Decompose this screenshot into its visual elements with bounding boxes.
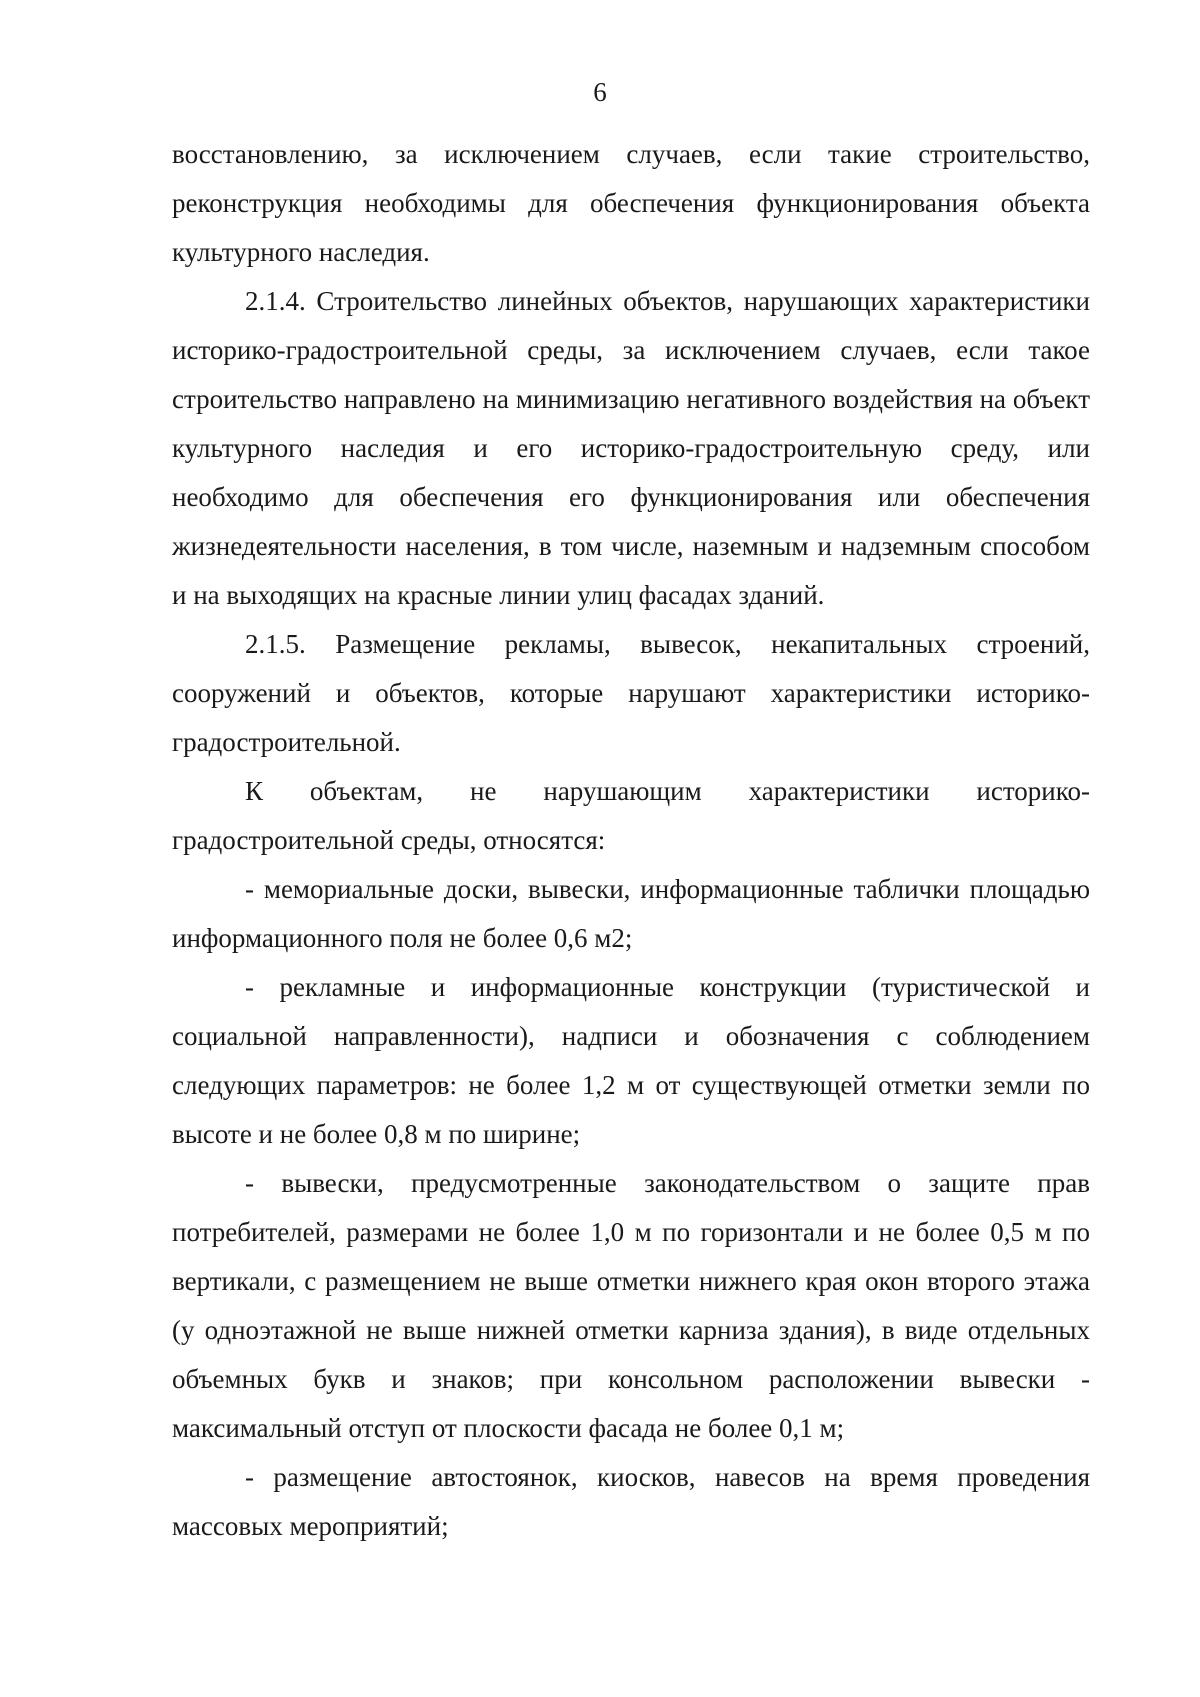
paragraph-2-1-4: 2.1.4. Строительство линейных объектов, нарушающих характеристики историко-градостроительной среды, за исключением случаев, если такое строительство направлено на минимизацию негативного воздействия на объект культурного наследия и его историко-градостроительную среду, или необходимо для обеспечения его функционирования или обеспечения жизнедеятельности населения, в том числе, наземным и надземным способом и на выходящих на красные линии улиц фасадах зданий. (172, 286, 1090, 610)
paragraph-objects-intro: К объектам, не нарушающим характеристики историко-градостроительной среды, относятся: (172, 776, 1090, 855)
list-item-advertising-structures: - рекламные и информационные конструкции (туристической и социальной направленности), надписи и обозначения с соблюдением следующих параметров: не более 1,2 м от существующей отметки земли по высоте и не более 0,8 м по ширине; (172, 972, 1090, 1149)
list-item-parking-kiosks: - размещение автостоянок, киосков, навесов на время проведения массовых мероприятий; (172, 1462, 1090, 1541)
paragraph-2-1-5: 2.1.5. Размещение рекламы, вывесок, некапитальных строений, сооружений и объектов, которые нарушают характеристики историко-градостроительной. (172, 629, 1090, 757)
page-number: 6 (593, 77, 607, 107)
list-item-signboards: - вывески, предусмотренные законодательством о защите прав потребителей, размерами не более 1,0 м по горизонтали и не более 0,5 м по вертикали, с размещением не выше отметки нижнего края окон второго этажа (у одноэтажной не выше нижней отметки карниза здания), в виде отдельных объемных букв и знаков; при консольном расположении вывески - максимальный отступ от плоскости фасада не более 0,1 м; (172, 1168, 1090, 1443)
paragraph-continuation: восстановлению, за исключением случаев, если такие строительство, реконструкция необходимы для обеспечения функционирования объекта культурного наследия. (172, 139, 1090, 267)
document-body (172, 130, 1090, 1551)
list-item-memorial-plaques: - мемориальные доски, вывески, информационные таблички площадью информационного поля не более 0,6 м2; (172, 874, 1090, 953)
